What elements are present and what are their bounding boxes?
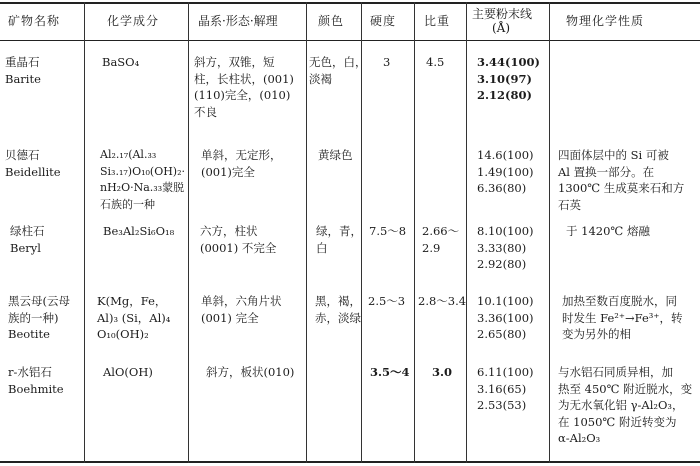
mineral-name-en: Beotite [8,327,50,341]
header-rule [0,40,700,41]
header-powder-lines-unit: (Å) [492,21,511,35]
density-value: 4.5 [426,55,445,69]
header-chemical-composition: 化学成分 [107,14,160,28]
chem-line: nH₂O·Na.₃₃蒙脱 [100,181,185,194]
mineral-name-zh: 绿柱石 [10,224,45,238]
color-value [316,223,362,256]
mineral-name-zh: 贝德石 [5,148,40,162]
chemical-composition [103,223,174,240]
column-divider [188,2,189,463]
table-row-beryl-name [10,223,45,256]
table-row-biotite-name [8,293,70,343]
density-value: 2.8～3.4 [418,294,467,308]
chem-line: Si₃.₁₇)O₁₀(OH)₂· [100,164,186,178]
crystal-description [194,54,294,120]
header-crystal-system: 晶系·形态·解理 [198,14,278,28]
props-line: 为无水氧化铝 γ-Al₂O₃， [558,398,684,412]
powder-line: 1.49(100) [477,164,534,179]
column-divider [306,2,307,463]
props-line: 加热至数百度脱水，同 [562,294,677,308]
powder-line: 6.36(80) [477,181,527,195]
mineral-name-zh: r-水铝石 [8,365,52,379]
mineral-name-zh: 黑云母(云母 [8,294,70,308]
mineral-name-zh: 重晶石 [5,55,40,69]
props-line: 热至 450℃ 附近脱水，变 [558,381,693,396]
crystal-line: 单斜，六角片状 [201,294,282,308]
powder-line: 2.92(80) [477,257,527,271]
powder-line: 3.10(97) [477,71,532,86]
crystal-description [200,223,276,256]
powder-lines [477,364,534,414]
powder-lines [477,223,534,273]
props-line: 在 1050℃ 附近转变为 [558,414,677,429]
chem-line: 石族的一种 [100,197,155,211]
chem-line: AlO(OH) [103,365,153,379]
header-mineral-name: 矿物名称 [8,14,61,28]
powder-line: 10.1(100) [477,294,534,308]
mineral-name-en: Barite [5,71,41,86]
crystal-line: 斜方，板状(010) [206,365,295,379]
powder-lines [477,147,534,197]
chemical-composition [100,147,185,213]
powder-line: 3.16(65) [477,381,527,396]
crystal-line: 六方，柱状 [200,224,258,238]
header-density: 比重 [424,14,451,28]
properties-text [558,364,692,447]
powder-line: 3.44(100) [477,55,540,69]
hardness-value: 2.5～3 [368,294,406,308]
column-divider [84,2,85,463]
color-line: 赤，淡绿 [315,310,361,325]
chem-line: Be₃Al₂Si₆O₁₈ [103,224,175,238]
header-hardness: 硬度 [370,14,397,28]
crystal-line: (001) 完全 [201,310,259,325]
table-row-beidellite-name [5,147,61,180]
powder-line: 8.10(100) [477,224,534,238]
props-line: α-Al₂O₃ [558,431,601,445]
color-line: 黄绿色 [318,148,353,162]
props-line: 于 1420℃ 熔融 [566,224,650,238]
mineral-name-zh: 族的一种) [8,310,59,325]
powder-lines [477,293,534,343]
props-line: 四面体层中的 Si 可被 [558,148,669,162]
props-line: 变为另外的相 [562,327,631,341]
hardness-value: 3 [383,55,391,69]
crystal-line: (110)完全，(010) [194,88,291,102]
properties-text [558,147,684,213]
chem-line: O₁₀(OH)₂ [97,327,149,341]
powder-line: 3.33(80) [477,240,527,255]
chemical-composition [103,364,153,381]
table-row-boehmite-name [8,364,64,397]
properties-text [562,293,682,343]
chem-line: BaSO₄ [102,55,140,69]
hardness-value: 3.5～4 [370,365,410,379]
hardness-value: 7.5～8 [369,224,407,238]
powder-line: 3.36(100) [477,310,534,325]
color-value [318,147,353,164]
color-line: 白 [316,240,328,255]
chem-line: Al)₃ (Si，Al)₄ [97,310,171,325]
color-line: 绿，青， [316,224,362,238]
powder-line: 2.53(53) [477,398,527,412]
chemical-composition [97,293,170,343]
powder-line: 2.12(80) [477,88,532,102]
table-top-rule [0,2,700,4]
powder-line: 6.11(100) [477,365,534,379]
crystal-line: 柱，长柱状，(001) [194,71,294,86]
props-line: 1300℃ 生成莫来石和方 [558,181,685,195]
chemical-composition [102,54,139,71]
properties-text [566,223,650,240]
crystal-description [201,147,282,180]
props-line: 与水铝石同质异相，加 [558,365,673,379]
mineral-name-en: Beryl [10,240,41,255]
column-divider [549,2,550,463]
powder-line: 2.65(80) [477,327,527,341]
header-properties: 物理化学性质 [566,14,645,28]
color-value [315,293,361,326]
crystal-line: 斜方，双锥，短 [194,55,275,69]
props-line: 时发生 Fe²⁺→Fe³⁺，转 [562,310,683,325]
chem-line: Al₂.₁₇(Al.₃₃ [100,148,157,161]
column-divider [414,2,415,463]
crystal-line: 单斜，无定形， [201,148,282,162]
color-line: 无色，白， [309,55,367,69]
mineral-name-en: Boehmite [8,381,64,396]
density-value: 2.66～2.9 [422,224,460,255]
props-line: Al 置换一部分。在 [558,164,655,179]
color-value [309,54,367,87]
color-line: 黑，褐， [315,294,361,308]
header-color: 颜色 [318,14,345,28]
crystal-line: 不良 [194,104,217,119]
header-powder-lines [472,7,532,35]
table-row-barite-name [5,54,41,87]
props-line: 石英 [558,197,581,212]
crystal-line: (0001) 不完全 [200,240,277,255]
powder-lines [477,54,540,104]
header-powder-lines-label: 主要粉末线 [472,7,533,21]
crystal-line: (001)完全 [201,164,255,179]
mineral-name-en: Beidellite [5,164,61,179]
crystal-description [206,364,294,381]
density-value: 3.0 [432,365,453,379]
powder-line: 14.6(100) [477,148,534,162]
table-bottom-rule [0,461,700,463]
crystal-description [201,293,282,326]
chem-line: K(Mg，Fe， [97,294,167,308]
color-line: 淡褐 [309,71,332,86]
column-divider [466,2,467,463]
